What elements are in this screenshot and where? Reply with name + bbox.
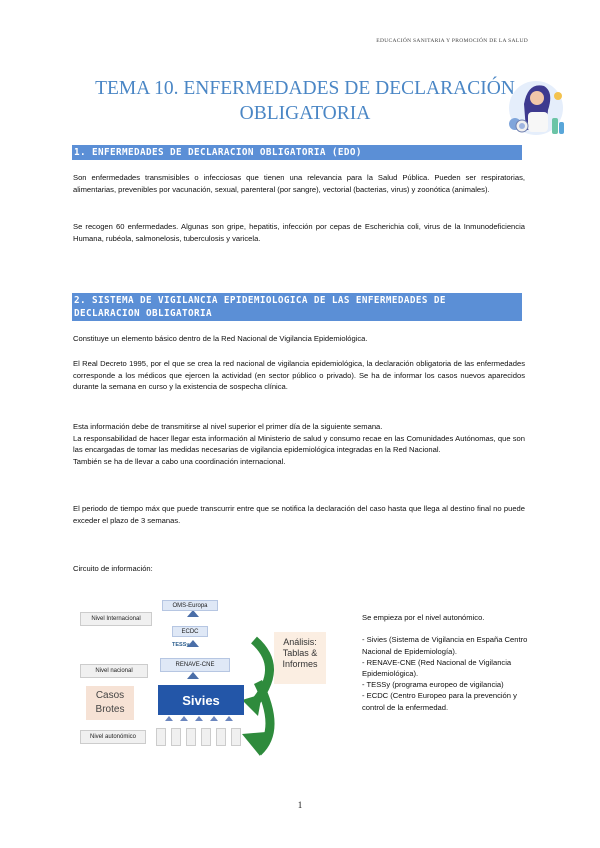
oms-europa-box: OMS-Europa <box>162 600 218 611</box>
section2-paragraph-3: Esta información debe de transmitirse al nivel superior el primer día de la siguiente semana. La responsabilidad de hacer llegar esta información al Ministerio de salud y consumo recae en las Comunidades Autónomas, que son las encargadas de tomar las medidas necesarias de vigilancia epidemiológica integradas en la Red Nacional. También se ha de llevar a cabo una coordinación internacional. <box>73 422 525 466</box>
information-circuit-diagram <box>72 590 332 760</box>
section2-heading: 2. SISTEMA DE VIGILANCIA EPIDEMIOLOGICA DE LAS ENFERMEDADES DE DECLARACION OBLIGATORIA <box>72 293 522 321</box>
casos-brotes-box: Casos Brotes <box>86 686 134 720</box>
ecdc-box: ECDC <box>172 626 208 637</box>
section2-paragraph-1: Constituye un elemento básico dentro de la Red Nacional de Vigilancia Epidemiológica. <box>73 334 368 343</box>
circuit-description: Se empieza por el nivel autonómico. - Sivies (Sistema de Vigilancia en España Centro Nacional de Epidemiología). - RENAVE-CNE (Red Nacional de Vigilancia Epidemiológica). - TESSy (programa europeo de vigilancia) - ECDC (Centro Europeo para la prevención y control de la enfermedad. <box>362 613 528 712</box>
level-international: Nivel Internacional <box>80 612 152 626</box>
page-title: TEMA 10. ENFERMEDADES DE DECLARACIÓN OBLIGATORIA <box>95 78 515 124</box>
autonomic-unit <box>156 728 166 746</box>
autonomic-unit <box>186 728 196 746</box>
analysis-box: Análisis: Tablas & Informes <box>274 632 326 684</box>
section1-heading: 1. ENFERMEDADES DE DECLARACION OBLIGATORIA (EDO) <box>72 145 522 160</box>
renave-cne-box: RENAVE-CNE <box>160 658 230 672</box>
autonomic-unit <box>231 728 241 746</box>
autonomic-unit <box>171 728 181 746</box>
section1-paragraph-2: Se recogen 60 enfermedades. Algunas son gripe, hepatitis, infección por cepas de Escherichia coli, virus de la Inmunodeficiencia Humana, rubéola, salmonelosis, tuberculosis y varicela. <box>73 222 525 243</box>
section2-paragraph-4: El periodo de tiempo máx que puede transcurrir entre que se notifica la declaración del caso hasta que llega al destino final no puede exceder el plazo de 3 semanas. <box>73 504 525 525</box>
autonomic-unit <box>201 728 211 746</box>
sivies-logo: Sivies <box>182 692 220 708</box>
circuit-label: Circuito de información: <box>73 564 153 573</box>
autonomic-unit <box>216 728 226 746</box>
level-autonomic: Nivel autonómico <box>80 730 146 744</box>
section1-paragraph-1: Son enfermedades transmisibles o infecciosas que tienen una relevancia para la Salud Pública. Pueden ser respiratorias, alimentarias, prevenibles por vacunación, sexual, parenteral (por sangre), vectorial (bacterias, virus) y zoonótica (animales). <box>73 173 525 194</box>
running-header: EDUCACIÓN SANITARIA Y PROMOCIÓN DE LA SALUD <box>376 38 528 44</box>
section2-paragraph-2: El Real Decreto 1995, por el que se crea la red nacional de vigilancia epidemiológica, la declaración obligatoria de las enfermedades corresponde a los médicos que ejercen la actividad (en sector público o privado). Se ha de informar los casos nuevos aparecidos durante la semana en curso y la existencia de sospecha clínica. <box>73 359 525 392</box>
page-number: 1 <box>297 800 303 810</box>
level-national: Nivel nacional <box>80 664 148 678</box>
sivies-box <box>158 685 244 715</box>
doctor-illustration <box>506 74 568 140</box>
tessy-logo: TESSy <box>172 642 190 648</box>
